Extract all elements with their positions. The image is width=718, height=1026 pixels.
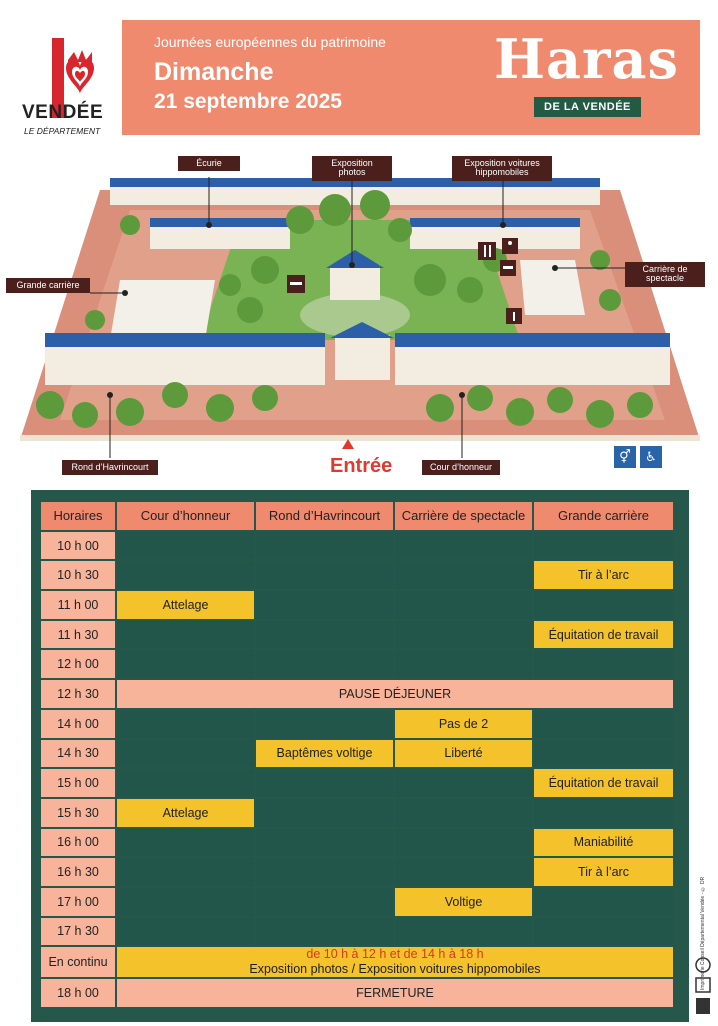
activity-cell: Baptêmes voltige xyxy=(256,740,393,768)
time-cell: 12 h 00 xyxy=(41,650,115,678)
empty-cell xyxy=(395,858,532,886)
empty-cell xyxy=(534,650,673,678)
haras-title: Haras xyxy=(494,27,679,91)
accessibility-icons xyxy=(614,446,662,468)
activity-cell: Liberté xyxy=(395,740,532,768)
empty-cell xyxy=(395,650,532,678)
empty-cell xyxy=(256,829,393,857)
toilets-access-icon: ⚥ xyxy=(614,446,636,468)
entrance-label: Entrée xyxy=(330,455,393,477)
time-cell: 14 h 00 xyxy=(41,710,115,738)
empty-cell xyxy=(534,740,673,768)
schedule-panel xyxy=(31,490,689,1022)
time-cell: 11 h 30 xyxy=(41,621,115,649)
empty-cell xyxy=(395,769,532,797)
header-rond-havrincourt: Rond d’Havrincourt xyxy=(256,502,393,530)
empty-cell xyxy=(395,532,532,560)
header-carriere-spectacle: Carrière de spectacle xyxy=(395,502,532,530)
haras-subtitle: DE LA VENDÉE xyxy=(534,97,641,117)
activity-cell: Voltige xyxy=(395,888,532,916)
title-banner xyxy=(122,20,700,135)
header-cour-honneur: Cour d’honneur xyxy=(117,502,254,530)
wheelchair-icon: ♿ xyxy=(640,446,662,468)
continuous-hours: de 10 h à 12 h et de 14 h à 18 h xyxy=(306,947,484,962)
label-cour-honneur: Cour d’honneur xyxy=(422,460,500,475)
empty-cell xyxy=(395,829,532,857)
continuous-cell xyxy=(117,947,673,977)
time-cell: 15 h 30 xyxy=(41,799,115,827)
empty-cell xyxy=(534,591,673,619)
empty-cell xyxy=(117,769,254,797)
empty-cell xyxy=(256,858,393,886)
event-date: 21 septembre 2025 xyxy=(154,90,342,113)
time-cell: 10 h 00 xyxy=(41,532,115,560)
schedule-row xyxy=(41,918,673,946)
activity-cell: Équitation de travail xyxy=(534,769,673,797)
empty-cell xyxy=(256,532,393,560)
schedule-row xyxy=(41,888,673,916)
time-cell: 12 h 30 xyxy=(41,680,115,708)
empty-cell xyxy=(256,769,393,797)
logo-subtitle: LE DÉPARTEMENT xyxy=(24,126,101,136)
empty-cell xyxy=(117,858,254,886)
event-day: Dimanche xyxy=(154,58,274,86)
site-map xyxy=(0,150,718,485)
empty-cell xyxy=(256,799,393,827)
vendee-hearts-icon xyxy=(22,18,112,143)
schedule-row xyxy=(41,532,673,560)
label-expo-voitures: Exposition voitures hippomobiles xyxy=(452,156,552,181)
empty-cell xyxy=(117,532,254,560)
empty-cell xyxy=(117,740,254,768)
schedule-row xyxy=(41,680,673,708)
empty-cell xyxy=(534,532,673,560)
time-cell: 16 h 00 xyxy=(41,829,115,857)
empty-cell xyxy=(256,918,393,946)
picnic-icon xyxy=(287,275,305,293)
header-horaires: Horaires xyxy=(41,502,115,530)
empty-cell xyxy=(117,918,254,946)
empty-cell xyxy=(534,888,673,916)
label-grande-carriere: Grande carrière xyxy=(6,278,90,293)
time-cell-continu: En continu xyxy=(41,947,115,977)
activity-cell: Pas de 2 xyxy=(395,710,532,738)
event-name: Journées européennes du patrimoine xyxy=(154,34,386,50)
empty-cell xyxy=(395,591,532,619)
empty-cell xyxy=(395,799,532,827)
empty-cell xyxy=(395,561,532,589)
schedule-row xyxy=(41,591,673,619)
schedule-row-closing xyxy=(41,979,673,1007)
empty-cell xyxy=(117,650,254,678)
logo-text: VENDÉE xyxy=(22,102,104,123)
header-grande-carriere: Grande carrière xyxy=(534,502,673,530)
schedule-row xyxy=(41,561,673,589)
empty-cell xyxy=(534,710,673,738)
label-expo-photos: Exposition photos xyxy=(312,156,392,181)
activity-cell: Équitation de travail xyxy=(534,621,673,649)
time-cell: 15 h 00 xyxy=(41,769,115,797)
empty-cell xyxy=(256,621,393,649)
activity-cell: Tir à l’arc xyxy=(534,561,673,589)
empty-cell xyxy=(256,650,393,678)
activity-cell: Attelage xyxy=(117,591,254,619)
empty-cell xyxy=(256,710,393,738)
empty-cell xyxy=(256,561,393,589)
label-rond-havrincourt: Rond d’Havrincourt xyxy=(62,460,158,475)
time-cell-closing: 18 h 00 xyxy=(41,979,115,1007)
empty-cell xyxy=(117,888,254,916)
map-illustration xyxy=(0,150,718,485)
schedule-row xyxy=(41,799,673,827)
entrance-arrow-icon xyxy=(342,439,354,449)
activity-cell: Maniabilité xyxy=(534,829,673,857)
eco-label-icons xyxy=(694,956,712,1016)
empty-cell xyxy=(395,918,532,946)
label-carriere-spectacle: Carrière de spectacle xyxy=(625,262,705,287)
activity-cell: Attelage xyxy=(117,799,254,827)
restaurant-icon xyxy=(478,242,496,260)
credit-text: Imprimerie Conseil Départemental Vendée - © DR xyxy=(700,876,706,990)
time-cell: 17 h 00 xyxy=(41,888,115,916)
continuous-description: Exposition photos / Exposition voitures hippomobiles xyxy=(249,962,541,977)
empty-cell xyxy=(117,621,254,649)
schedule-body xyxy=(41,532,673,1007)
time-cell: 17 h 30 xyxy=(41,918,115,946)
schedule-row xyxy=(41,769,673,797)
empty-cell xyxy=(256,888,393,916)
empty-cell xyxy=(395,621,532,649)
schedule-row xyxy=(41,710,673,738)
time-cell: 16 h 30 xyxy=(41,858,115,886)
time-cell: 10 h 30 xyxy=(41,561,115,589)
picnic-icon-2 xyxy=(500,260,516,276)
schedule-row xyxy=(41,829,673,857)
activity-cell: Tir à l’arc xyxy=(534,858,673,886)
schedule-row-continu xyxy=(41,947,673,977)
empty-cell xyxy=(117,710,254,738)
empty-cell xyxy=(534,918,673,946)
schedule-row xyxy=(41,740,673,768)
closing-cell: FERMETURE xyxy=(117,979,673,1007)
schedule-table xyxy=(39,500,675,1009)
lunch-break-cell: PAUSE DÉJEUNER xyxy=(117,680,673,708)
info-icon xyxy=(506,308,522,324)
empty-cell xyxy=(117,561,254,589)
time-cell: 11 h 00 xyxy=(41,591,115,619)
schedule-header-row xyxy=(41,502,673,530)
empty-cell xyxy=(117,829,254,857)
time-cell: 14 h 30 xyxy=(41,740,115,768)
empty-cell xyxy=(256,591,393,619)
schedule-row xyxy=(41,650,673,678)
schedule-row xyxy=(41,621,673,649)
label-ecurie: Écurie xyxy=(178,156,240,171)
toilets-icon xyxy=(502,238,518,254)
schedule-row xyxy=(41,858,673,886)
empty-cell xyxy=(534,799,673,827)
